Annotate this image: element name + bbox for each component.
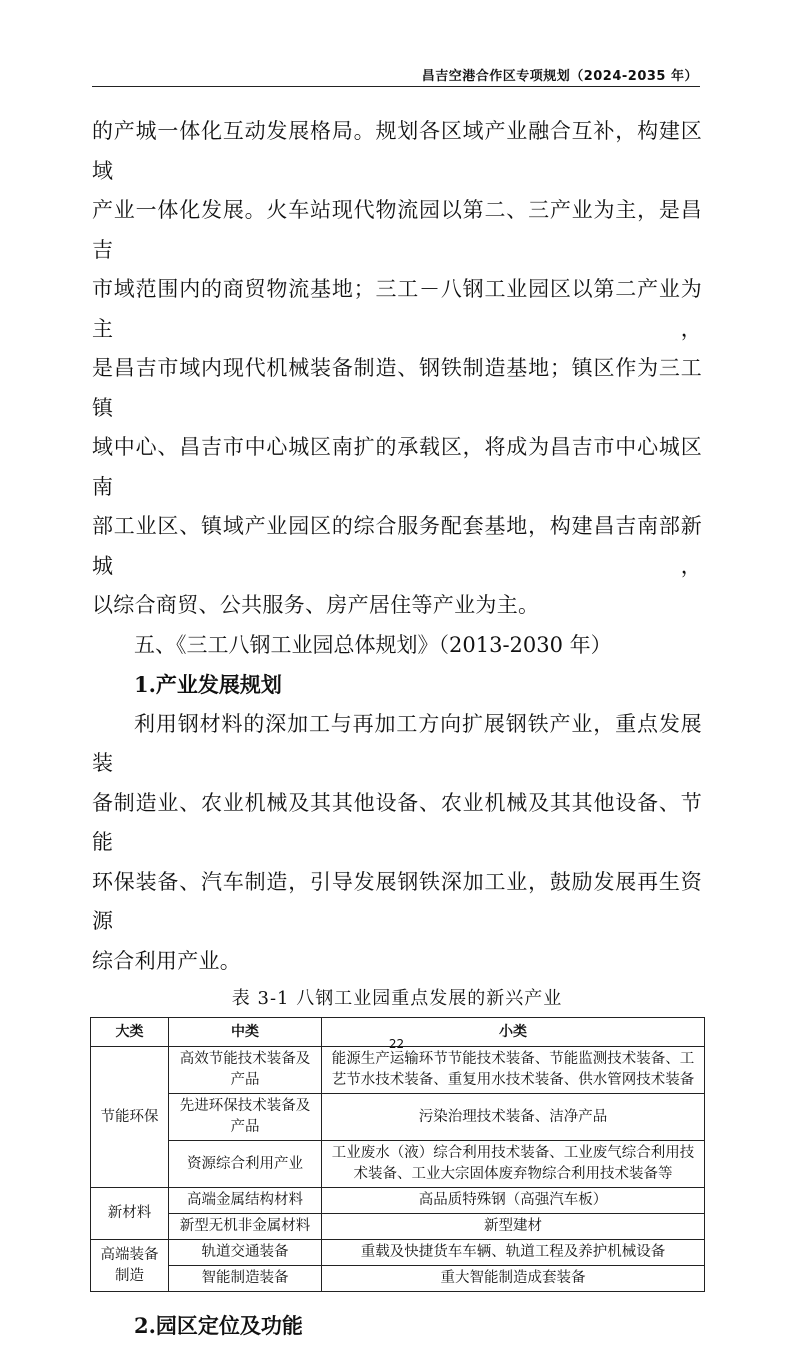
intro-line: 以综合商贸、公共服务、房产居住等产业为主。 [92, 593, 540, 617]
body-line: 环保装备、汽车制造，引导发展钢铁深加工业，鼓励发展再生资源 [92, 869, 702, 933]
table-cell-mid: 新型无机非金属材料 [169, 1214, 322, 1240]
intro-line: 域中心、昌吉市中心城区南扩的承载区，将成为昌吉市中心城区南 [92, 435, 702, 499]
page-header [92, 58, 700, 87]
body-line: 综合利用产业。 [92, 948, 242, 973]
intro-line: 市域范围内的商贸物流基地；三工－八钢工业园区以第二产业为主， [92, 277, 702, 341]
body-line: 利用钢材料的深加工与再加工方向扩展钢铁产业，重点发展装 [92, 711, 702, 775]
table-cell-small: 新型建材 [322, 1214, 705, 1240]
table-header-mid: 中类 [169, 1018, 322, 1047]
table-row [91, 1240, 705, 1266]
table-row [91, 1266, 705, 1292]
subsection-1-title: 1.产业发展规划 [134, 672, 282, 697]
table-cell-mid: 高端金属结构材料 [169, 1188, 322, 1214]
table-row [91, 1047, 705, 1094]
table-row [91, 1188, 705, 1214]
table-header-category: 大类 [91, 1018, 169, 1047]
table-cell-category: 新材料 [91, 1188, 169, 1240]
table-cell-small: 能源生产运输环节节能技术装备、节能监测技术装备、工艺节水技术装备、重复用水技术装备、供水管网技术装备 [322, 1047, 705, 1094]
table-cell-small: 污染治理技术装备、洁净产品 [322, 1094, 705, 1141]
table-cell-small: 重大智能制造成套装备 [322, 1266, 705, 1292]
intro-line: 产业一体化发展。火车站现代物流园以第二、三产业为主，是昌吉 [92, 198, 702, 262]
table-header-small: 小类 [322, 1018, 705, 1047]
table-cell-small: 高品质特殊钢（高强汽车板） [322, 1188, 705, 1214]
table-row [91, 1141, 705, 1188]
intro-line: 的产城一体化互动发展格局。规划各区域产业融合互补，构建区域 [92, 119, 702, 183]
table-cell-small: 工业废水（液）综合利用技术装备、工业废气综合利用技术装备、工业大宗固体废弃物综合利用技术装备等 [322, 1141, 705, 1188]
table-cell-mid: 智能制造装备 [169, 1266, 322, 1292]
table-row [91, 1214, 705, 1240]
table-cell-mid: 资源综合利用产业 [169, 1141, 322, 1188]
subsection-2-title: 2.园区定位及功能 [134, 1313, 303, 1338]
intro-line: 是昌吉市域内现代机械装备制造、钢铁制造基地；镇区作为三工镇 [92, 356, 702, 420]
industry-table [90, 1017, 705, 1292]
table-cell-mid: 高效节能技术装备及产品 [169, 1047, 322, 1094]
section-5-title: 五、《三工八钢工业园总体规划》（2013-2030 年） [134, 632, 612, 657]
table-cell-mid: 轨道交通装备 [169, 1240, 322, 1266]
intro-line: 部工业区、镇域产业园区的综合服务配套基地，构建昌吉南部新城， [92, 514, 702, 578]
table-cell-category: 高端装备制造 [91, 1240, 169, 1292]
table-cell-category: 节能环保 [91, 1047, 169, 1188]
body-line: 备制造业、农业机械及其其他设备、农业机械及其其他设备、节能 [92, 790, 702, 854]
table-cell-mid: 先进环保技术装备及产品 [169, 1094, 322, 1141]
page-number: 22 [388, 1037, 405, 1051]
table-caption: 表 3-1 八钢工业园重点发展的新兴产业 [231, 988, 563, 1009]
header-title: 昌吉空港合作区专项规划（2024-2035 年） [421, 69, 698, 84]
page-content [92, 112, 702, 1346]
table-cell-small: 重载及快捷货车车辆、轨道工程及养护机械设备 [322, 1240, 705, 1266]
table-row [91, 1094, 705, 1141]
